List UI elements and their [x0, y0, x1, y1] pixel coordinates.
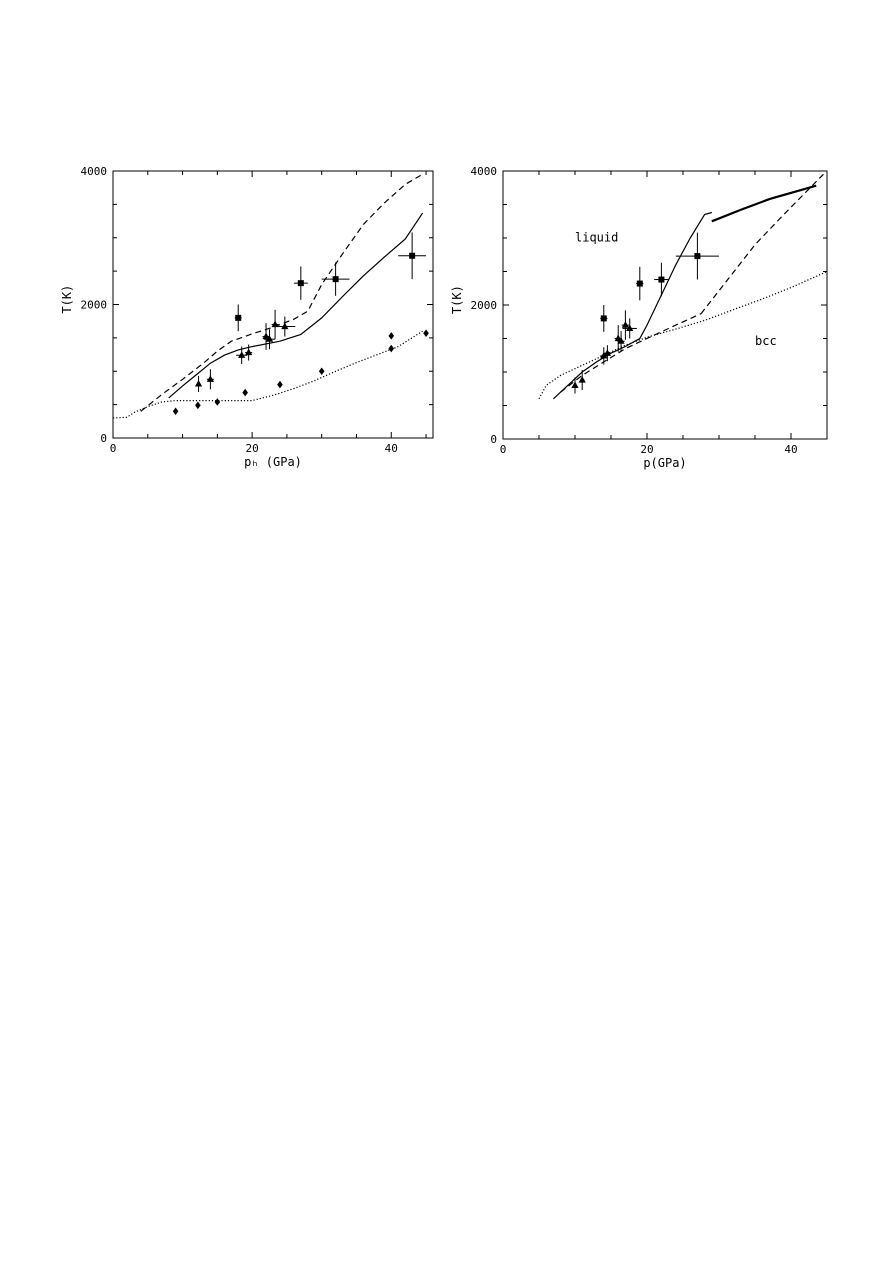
y-tick-label: 0: [490, 433, 497, 446]
y-tick-label: 0: [100, 432, 107, 445]
square-marker: [694, 253, 700, 259]
curve-solid: [169, 213, 423, 398]
diamond-marker: [195, 401, 201, 409]
x-tick-label: 40: [384, 442, 398, 455]
triangle-marker: [195, 380, 202, 387]
curve-dashed: [701, 174, 823, 313]
diamond-marker: [423, 329, 429, 337]
x-axis-title: p(GPa): [643, 456, 687, 470]
left-panel-chart: [60, 165, 433, 469]
triangle-marker: [281, 323, 288, 330]
square-marker: [658, 277, 664, 283]
diamond-marker: [388, 332, 394, 340]
diamond-marker: [215, 398, 221, 406]
square-marker: [637, 281, 643, 287]
diamond-marker: [277, 381, 283, 389]
y-axis-title: T(K): [450, 285, 464, 315]
right-panel-chart: [450, 165, 827, 470]
y-tick-label: 2000: [470, 299, 497, 312]
y-tick-label: 4000: [470, 165, 497, 178]
triangle-marker: [238, 351, 245, 358]
x-tick-label: 20: [640, 443, 654, 456]
y-axis-title: T(K): [60, 284, 74, 314]
curve-dashed: [141, 174, 423, 411]
y-tick-label: 4000: [80, 165, 107, 178]
diamond-marker: [173, 408, 179, 416]
diamond-marker: [319, 367, 325, 375]
triangle-marker: [245, 349, 252, 356]
plot-frame: [113, 171, 433, 438]
x-axis-title: pₕ (GPa): [244, 455, 302, 469]
square-marker: [333, 276, 339, 282]
annotation-liquid: liquid: [575, 230, 619, 245]
x-tick-label: 20: [245, 442, 259, 455]
triangle-marker: [622, 321, 629, 328]
diamond-marker: [388, 345, 394, 353]
square-marker: [409, 253, 415, 259]
y-tick-label: 2000: [80, 298, 107, 312]
curve-dotted: [113, 331, 423, 418]
curve-solid-thick: [712, 186, 816, 222]
annotation-bcc: bcc: [755, 334, 777, 349]
square-marker: [235, 315, 241, 321]
diamond-marker: [242, 389, 248, 397]
plot-frame: [503, 171, 827, 439]
x-tick-label: 0: [499, 443, 507, 456]
square-marker: [601, 315, 607, 321]
triangle-marker: [207, 375, 214, 382]
x-tick-label: 0: [109, 442, 117, 455]
x-tick-label: 40: [784, 443, 798, 456]
square-marker: [298, 280, 304, 286]
